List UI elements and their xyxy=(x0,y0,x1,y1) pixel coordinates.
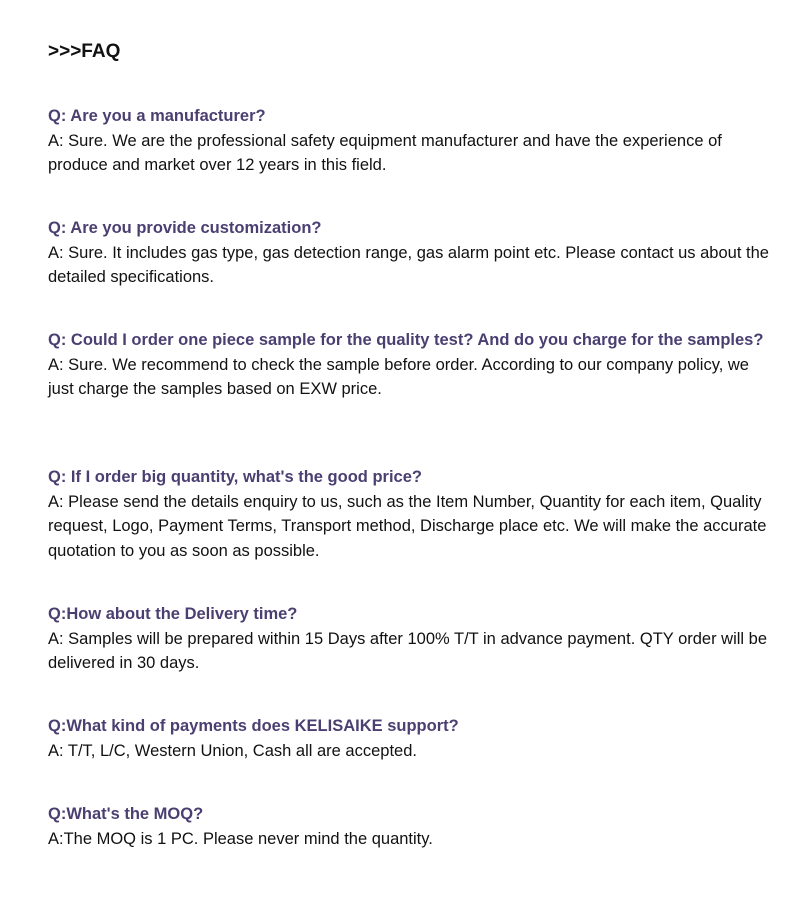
faq-item-sample xyxy=(48,328,778,402)
faq-question: Q:What's the MOQ? xyxy=(48,805,204,823)
faq-answer: A: Samples will be prepared within 15 Days after 100% T/T in advance payment. QTY order will be delivered in 30 days. xyxy=(48,629,768,672)
faq-heading: >>>FAQ xyxy=(48,41,121,62)
faq-question: Q:How about the Delivery time? xyxy=(48,605,298,623)
faq-item-customization xyxy=(48,216,778,290)
faq-item-manufacturer xyxy=(48,104,778,178)
faq-question: Q: Could I order one piece sample for the quality test? And do you charge for the samples? xyxy=(48,331,764,349)
faq-answer: A: Sure. We recommend to check the sample before order. According to our company policy, we just charge the samples based on EXW price. xyxy=(48,355,749,398)
faq-question: Q:What kind of payments does KELISAIKE support? xyxy=(48,717,459,735)
faq-answer: A:The MOQ is 1 PC. Please never mind the quantity. xyxy=(48,829,433,848)
faq-question: Q: Are you provide customization? xyxy=(48,219,322,237)
faq-question: Q: If I order big quantity, what's the good price? xyxy=(48,468,422,486)
faq-answer: A: T/T, L/C, Western Union, Cash all are accepted. xyxy=(48,741,417,760)
faq-answer: A: Please send the details enquiry to us, such as the Item Number, Quantity for each item, Quality request, Logo, Payment Terms, Transport method, Discharge place etc. We will make the accurate quotation to you as soon as possible. xyxy=(48,492,767,560)
faq-answer: A: Sure. We are the professional safety equipment manufacturer and have the experience of produce and market over 12 years in this field. xyxy=(48,131,722,174)
faq-question: Q: Are you a manufacturer? xyxy=(48,107,266,125)
faq-item-moq xyxy=(48,802,778,851)
faq-item-price xyxy=(48,465,778,563)
faq-answer: A: Sure. It includes gas type, gas detection range, gas alarm point etc. Please contact us about the detailed specifications. xyxy=(48,243,769,286)
faq-item-delivery xyxy=(48,602,778,676)
faq-item-payments xyxy=(48,714,778,763)
